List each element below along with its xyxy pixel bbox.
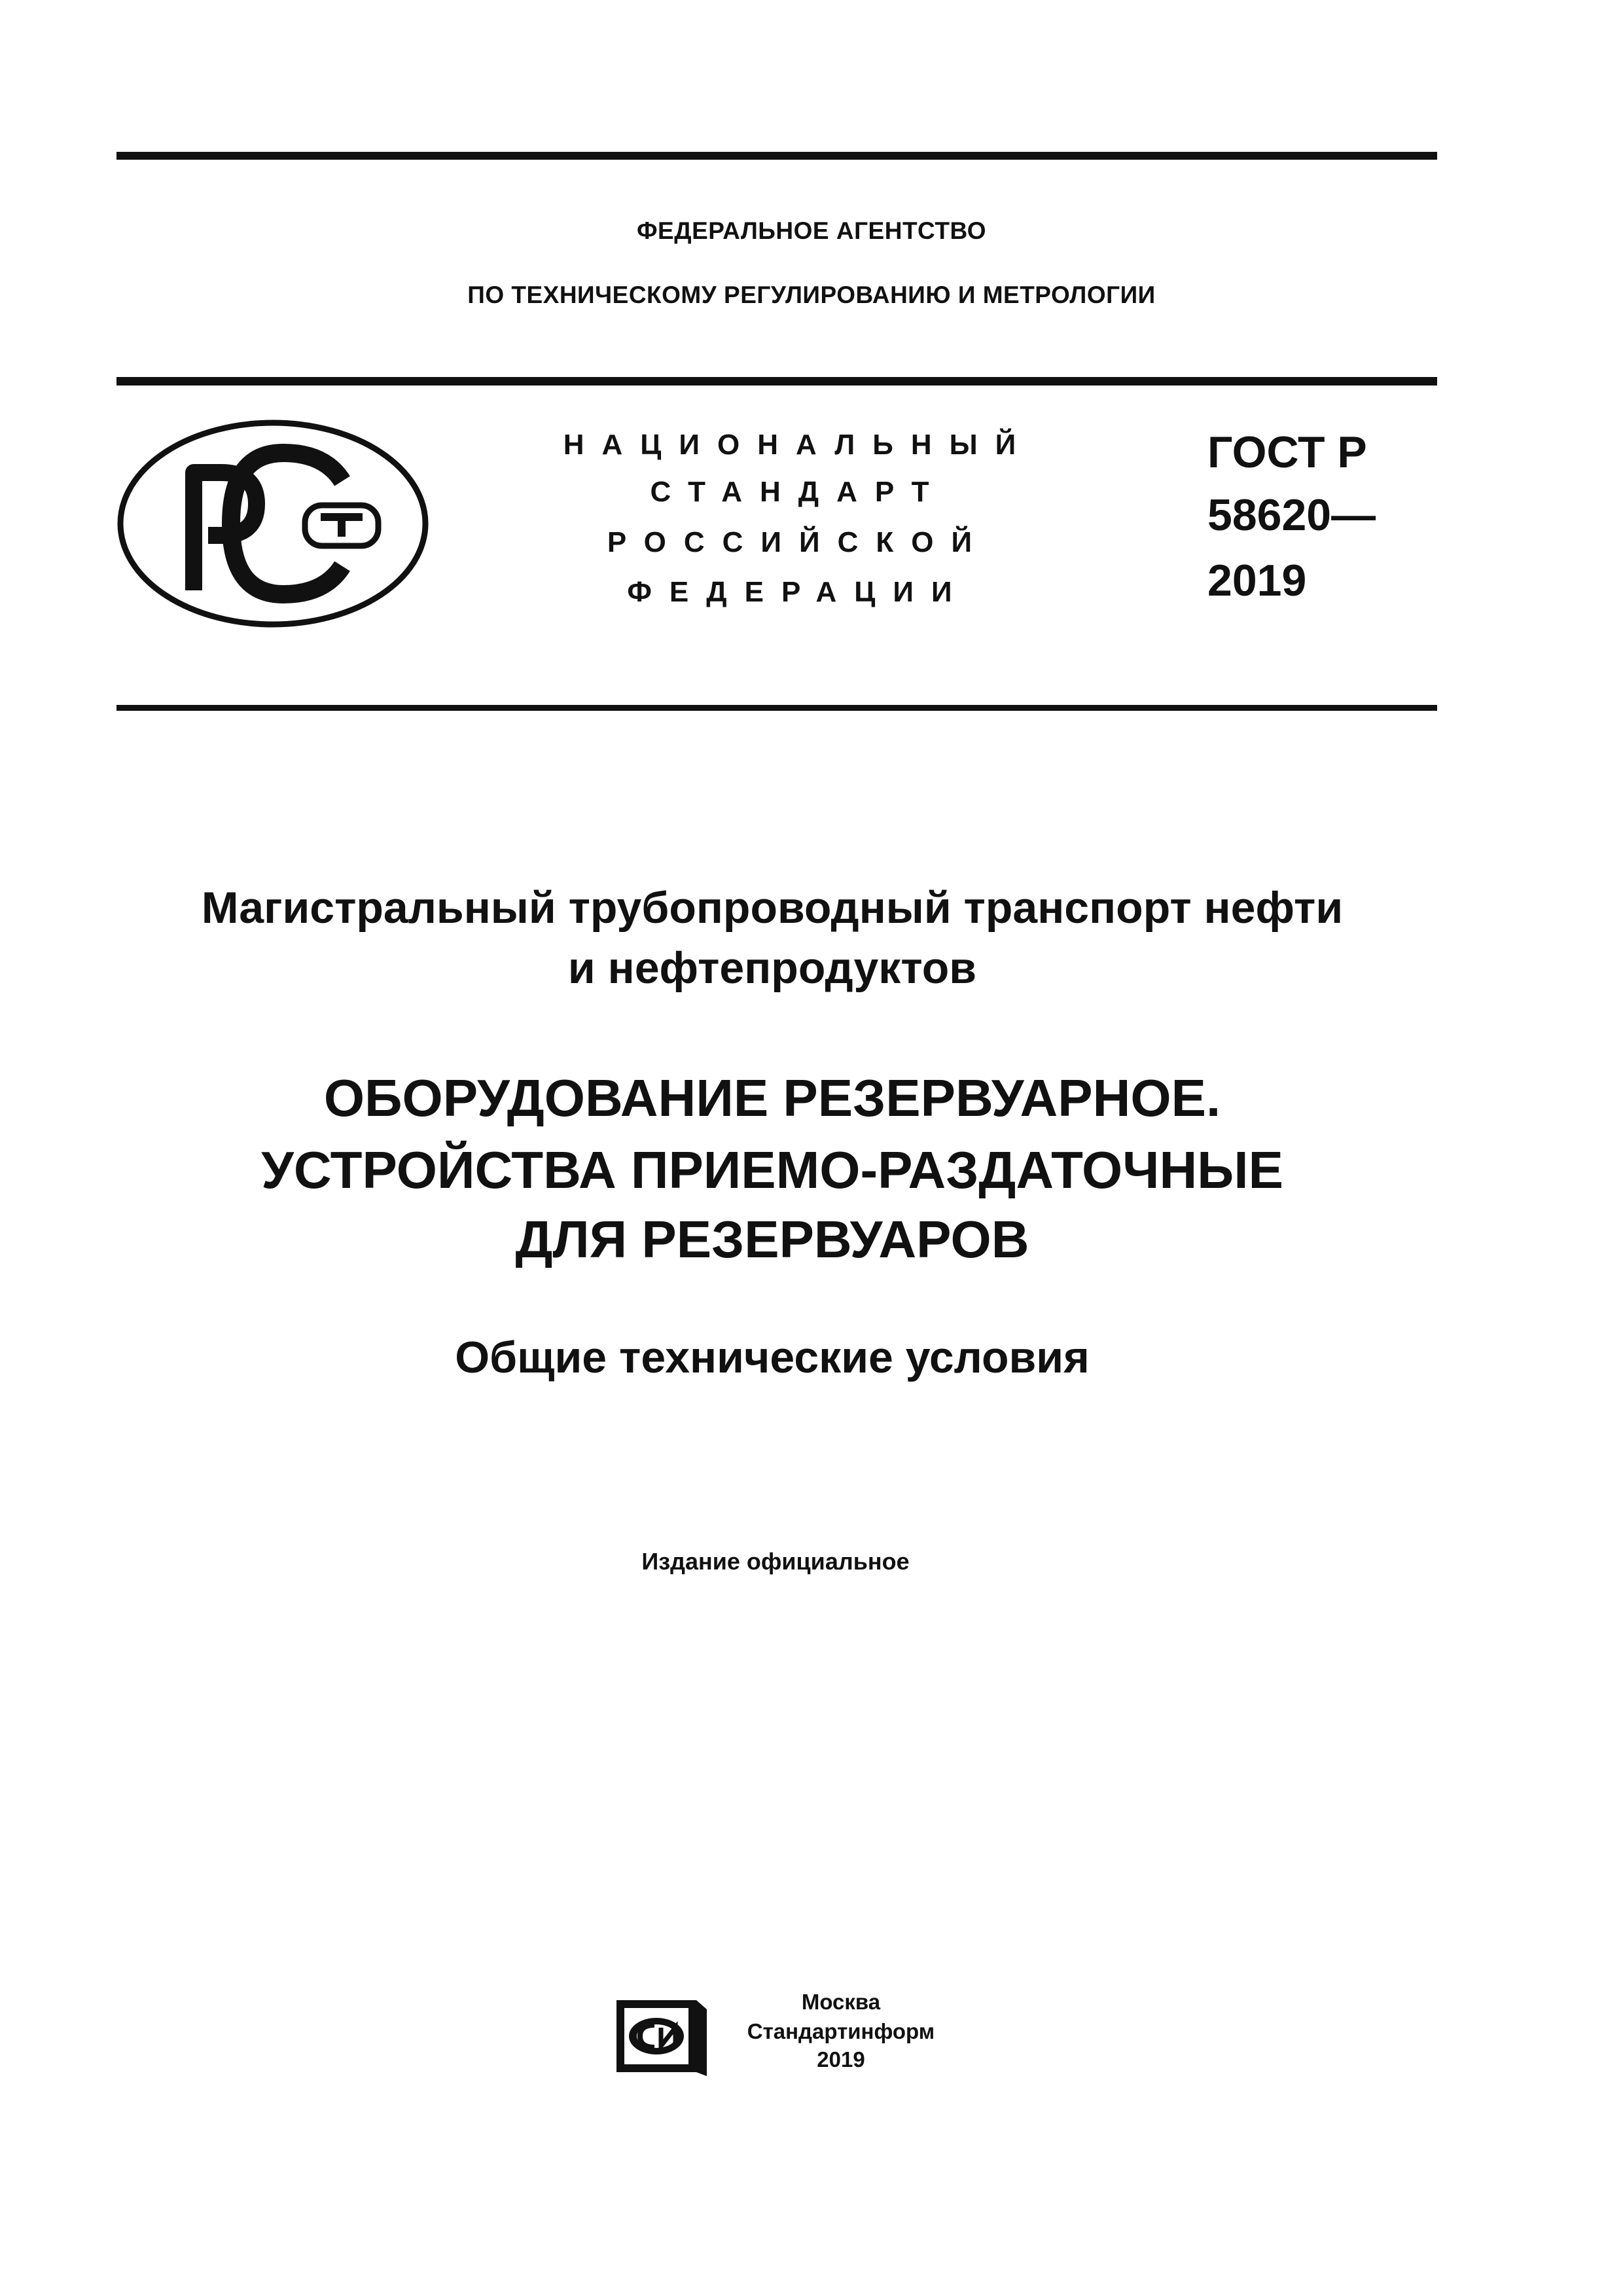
middle-rule — [116, 377, 1437, 386]
top-rule — [116, 152, 1437, 160]
standard-type-line-2: СТАНДАРТ — [650, 476, 947, 508]
standard-type-line-3: РОССИЙСКОЙ — [607, 526, 990, 558]
subject-line-2: и нефтепродуктов — [567, 943, 977, 993]
publisher-name: Стандартинформ — [747, 2019, 935, 2043]
publication-year: 2019 — [817, 2047, 865, 2072]
standard-designation-line-2: 58620— — [1207, 490, 1376, 540]
edition-note: Издание официальное — [641, 1548, 910, 1575]
agency-name-line-2: ПО ТЕХНИЧЕСКОМУ РЕГУЛИРОВАНИЮ И МЕТРОЛОГИИ — [467, 281, 1156, 308]
document-subtitle: Общие технические условия — [455, 1333, 1090, 1382]
document-title-line-1: ОБОРУДОВАНИЕ РЕЗЕРВУАРНОЕ. — [323, 1069, 1221, 1127]
standard-type-line-1: НАЦИОНАЛЬНЫЙ — [563, 429, 1034, 461]
standard-designation-year: 2019 — [1207, 556, 1307, 605]
subject-line-1: Магистральный трубопроводный транспорт нефти — [201, 883, 1344, 933]
agency-name-line-1: ФЕДЕРАЛЬНОЕ АГЕНТСТВО — [636, 217, 987, 244]
publisher-city: Москва — [801, 1990, 881, 2014]
standard-designation-line-1: ГОСТ Р — [1207, 427, 1367, 477]
document-title-line-2: УСТРОЙСТВА ПРИЕМО-РАЗДАТОЧНЫЕ — [261, 1141, 1283, 1199]
bottom-rule — [116, 705, 1437, 711]
standard-type-line-4: ФЕДЕРАЦИИ — [627, 576, 970, 608]
rst-emblem-icon — [116, 419, 429, 628]
document-title-line-3: ДЛЯ РЕЗЕРВУАРОВ — [515, 1210, 1029, 1268]
